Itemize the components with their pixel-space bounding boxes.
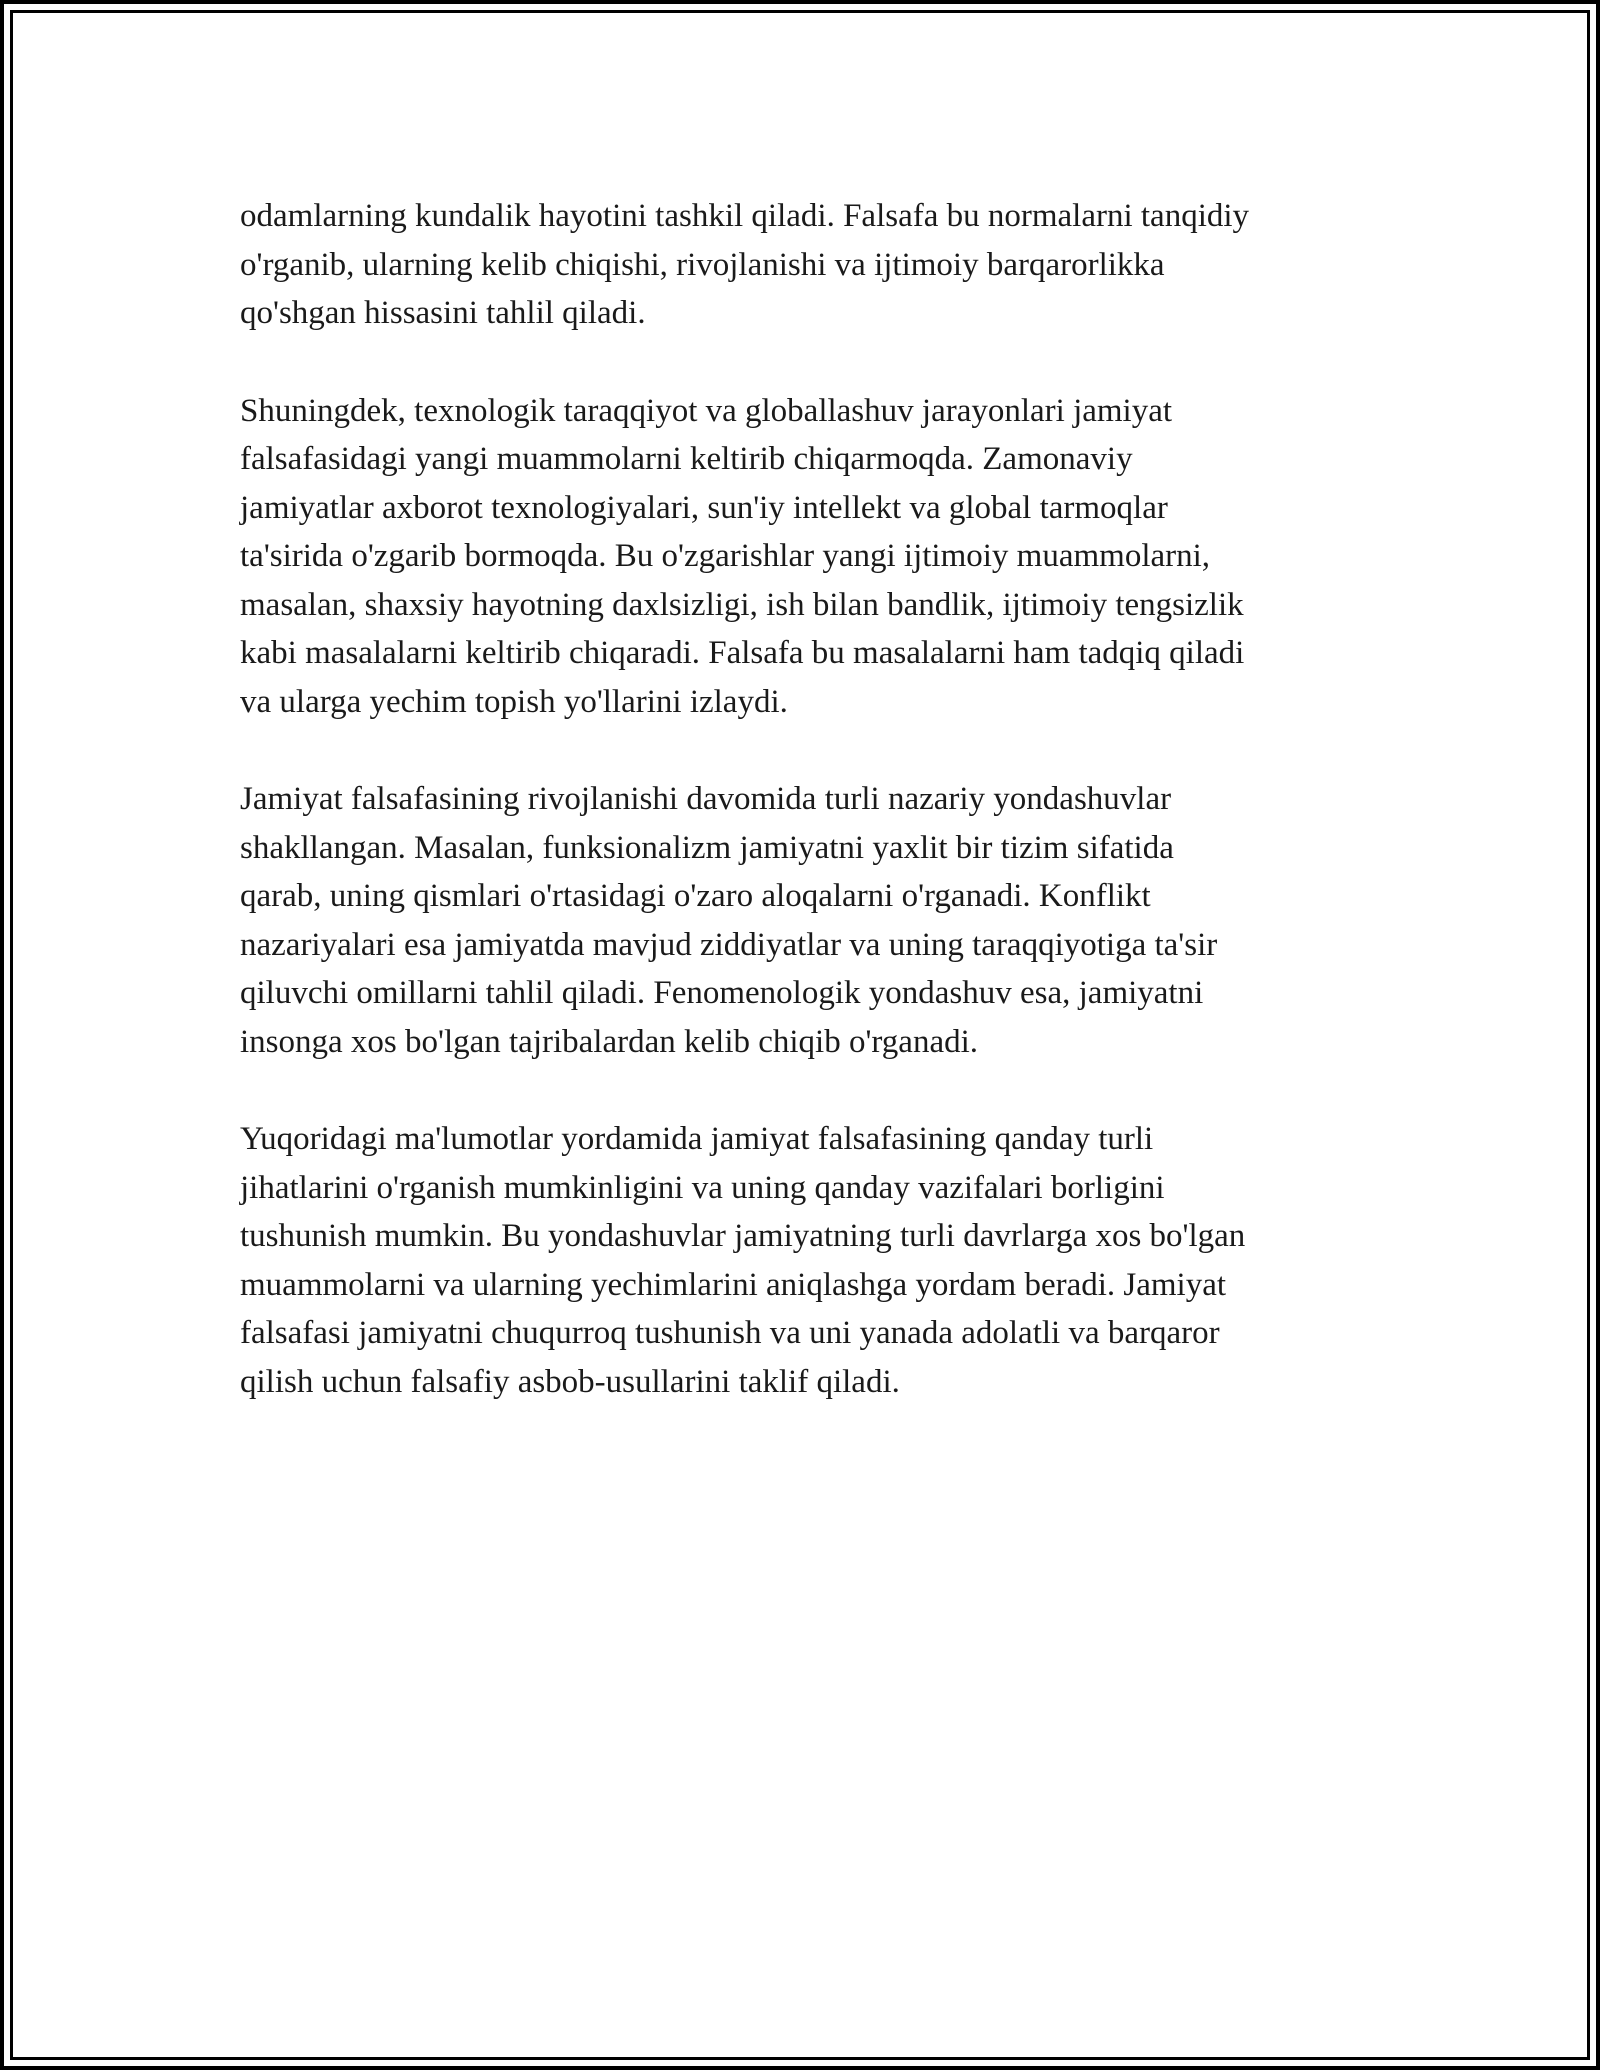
text-line: nazariyalari esa jamiyatda mavjud ziddiyatlar va uning taraqqiyotiga ta'sir (240, 926, 1218, 963)
paragraph-4 (240, 1115, 1380, 1406)
text-line: odamlarning kundalik hayotini tashkil qiladi. Falsafa bu normalarni tanqidiy (240, 198, 1250, 234)
text-line: muammolarni va ularning yechimlarini aniqlashga yordam beradi. Jamiyat (240, 1266, 1227, 1303)
text-line: qarab, uning qismlari o'rtasidagi o'zaro aloqalarni o'rganadi. Konflikt (240, 878, 1151, 914)
text-line: falsafasidagi yangi muammolarni keltirib chiqarmoqda. Zamonaviy (240, 441, 1133, 477)
text-line: tushunish mumkin. Bu yondashuvlar jamiyatning turli davrlarga xos bo'lgan (240, 1218, 1246, 1254)
text-line: jamiyatlar axborot texnologiyalari, sun'iy intellekt va global tarmoqlar (240, 489, 1168, 526)
text-line: qilish uchun falsafiy asbob-usullarini taklif qiladi. (240, 1363, 900, 1400)
text-line: falsafasi jamiyatni chuqurroq tushunish va uni yanada adolatli va barqaror (240, 1315, 1220, 1351)
text-line: qo'shgan hissasini tahlil qiladi. (240, 295, 646, 331)
text-line: masalan, shaxsiy hayotning daxlsizligi, ish bilan bandlik, ijtimoiy tengsizlik (240, 586, 1244, 623)
text-line: qiluvchi omillarni tahlil qiladi. Fenomenologik yondashuv esa, jamiyatni (240, 975, 1204, 1011)
text-line: jihatlarini o'rganish mumkinligini va uning qanday vazifalari borligini (240, 1169, 1165, 1206)
text-line: shakllangan. Masalan, funksionalizm jamiyatni yaxlit bir tizim sifatida (240, 829, 1174, 866)
text-line: Yuqoridagi ma'lumotlar yordamida jamiyat falsafasining qanday turli (240, 1121, 1154, 1157)
text-line: o'rganib, ularning kelib chiqishi, rivojlanishi va ijtimoiy barqarorlikka (240, 246, 1165, 283)
paragraph-1 (240, 192, 1380, 338)
text-line: Shuningdek, texnologik taraqqiyot va globallashuv jarayonlari jamiyat (240, 392, 1173, 429)
document-body (240, 192, 1380, 1455)
text-line: ta'sirida o'zgarib bormoqda. Bu o'zgarishlar yangi ijtimoiy muammolarni, (240, 538, 1211, 574)
text-line: insonga xos bo'lgan tajribalardan kelib chiqib o'rganadi. (240, 1023, 979, 1060)
paragraph-3 (240, 775, 1380, 1066)
text-line: kabi masalalarni keltirib chiqaradi. Falsafa bu masalalarni ham tadqiq qiladi (240, 635, 1245, 671)
paragraph-2 (240, 387, 1380, 727)
text-line: va ularga yechim topish yo'llarini izlaydi. (240, 683, 788, 720)
text-line: Jamiyat falsafasining rivojlanishi davomida turli nazariy yondashuvlar (240, 781, 1172, 817)
